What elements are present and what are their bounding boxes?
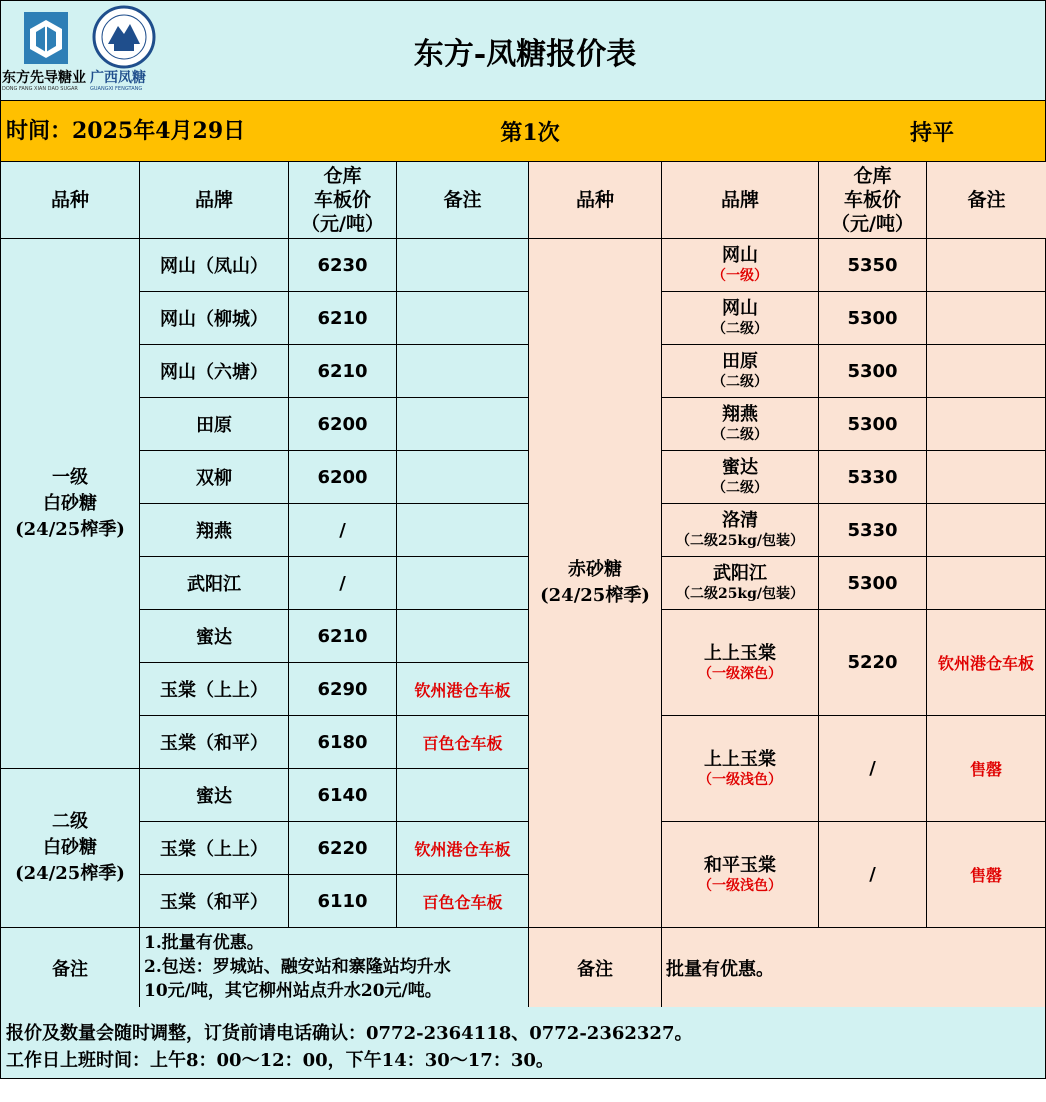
right-brand-cell [661, 556, 819, 610]
header-left-brand [139, 161, 289, 239]
round-label: 第1次 [500, 119, 560, 146]
group-raw-line: 赤砂糖 [568, 559, 622, 580]
right-price: 5300 [847, 413, 898, 435]
remarks-left-line: 10元/吨，其它柳州站点升水20元/吨。 [144, 981, 442, 1001]
right-price: 5350 [847, 254, 898, 276]
header-price-l3: （元/吨） [831, 213, 914, 235]
header-remark-label: 备注 [443, 189, 482, 211]
left-brand-cell [139, 768, 289, 822]
right-price-cell [818, 821, 927, 928]
right-price-cell [818, 609, 927, 716]
group-grade2-line: 白砂糖 [43, 837, 97, 858]
header-remark-label: 备注 [967, 189, 1006, 211]
right-brand-cell [661, 821, 819, 928]
right-brand: 洛清 [722, 510, 758, 531]
fengtang-seal-icon [90, 4, 158, 70]
left-note-cell [396, 874, 529, 928]
left-price-cell [288, 450, 397, 504]
right-note-cell [926, 238, 1046, 292]
logo-dongfang [2, 8, 90, 96]
remarks-left-label-text: 备注 [52, 958, 88, 980]
left-price-cell [288, 715, 397, 769]
left-brand: 蜜达 [196, 627, 232, 648]
header-right-remark [926, 161, 1046, 239]
header-left-variety [0, 161, 140, 239]
left-price: 6220 [317, 837, 368, 859]
left-price: 6210 [317, 625, 368, 647]
left-note-cell [396, 450, 529, 504]
dongfang-logo-icon [2, 8, 90, 70]
right-note-cell [926, 397, 1046, 451]
left-brand-cell [139, 344, 289, 398]
left-price-cell [288, 821, 397, 875]
left-note: 百色仓车板 [422, 733, 503, 753]
left-brand: 玉棠（上上） [160, 680, 268, 701]
footer-line-2: 工作日上班时间：上午8：00～12：00，下午14：30～17：30。 [6, 1050, 554, 1071]
left-note-cell [396, 715, 529, 769]
right-price: 5300 [847, 360, 898, 382]
right-brand-cell [661, 450, 819, 504]
left-price: 6140 [317, 784, 368, 806]
remarks-right-label [528, 927, 662, 1008]
left-price-cell [288, 291, 397, 345]
header-variety-label: 品种 [575, 189, 614, 211]
left-price-cell [288, 238, 397, 292]
page-title: 东方-凤糖报价表 [413, 36, 637, 72]
left-brand: 武阳江 [187, 574, 241, 595]
right-brand-cell [661, 238, 819, 292]
left-note-cell [396, 503, 529, 557]
right-brand-cell [661, 291, 819, 345]
left-brand: 网山（柳城） [160, 309, 268, 330]
right-price-cell [818, 397, 927, 451]
left-brand-cell [139, 556, 289, 610]
left-brand-cell [139, 503, 289, 557]
left-brand-cell [139, 238, 289, 292]
right-brand-sub: （一级深色） [698, 665, 782, 682]
left-brand-cell [139, 450, 289, 504]
remarks-left-label [0, 927, 140, 1008]
right-note-cell [926, 609, 1046, 716]
left-note-cell [396, 291, 529, 345]
remarks-left-line: 2.包送：罗城站、融安站和寨隆站均升水 [144, 957, 451, 977]
logo-left-cn: 东方先导糖业 [2, 70, 86, 86]
left-brand: 玉棠（和平） [160, 892, 268, 913]
right-brand: 田原 [722, 351, 758, 372]
logo-fengtang [90, 4, 160, 96]
right-brand: 网山 [722, 298, 758, 319]
trend-label: 持平 [909, 119, 954, 146]
left-price: / [339, 519, 346, 541]
left-brand: 翔燕 [196, 521, 232, 542]
left-brand-cell [139, 715, 289, 769]
left-price-cell [288, 397, 397, 451]
logo-right-en: GUANGXI FENGTANG [90, 86, 143, 92]
left-brand: 网山（凤山） [160, 256, 268, 277]
remarks-right-label-text: 备注 [577, 958, 613, 980]
right-price-cell [818, 291, 927, 345]
header-right-price [818, 161, 927, 239]
left-brand-cell [139, 397, 289, 451]
left-brand-cell [139, 291, 289, 345]
right-brand-cell [661, 715, 819, 822]
left-brand: 双柳 [196, 468, 232, 489]
right-note: 售罄 [969, 760, 1002, 779]
left-price-cell [288, 609, 397, 663]
right-brand: 上上玉棠 [704, 748, 776, 770]
right-brand: 网山 [722, 245, 758, 266]
left-brand-cell [139, 821, 289, 875]
right-brand-cell [661, 344, 819, 398]
right-price-cell [818, 715, 927, 822]
left-price: 6200 [317, 466, 368, 488]
right-note-cell [926, 715, 1046, 822]
left-note-cell [396, 768, 529, 822]
header-variety-label: 品种 [50, 189, 89, 211]
header-price-l2: 车板价 [843, 189, 901, 211]
header-brand-label: 品牌 [194, 189, 233, 211]
group-grade1-line: 一级 [52, 466, 88, 488]
left-price: 6210 [317, 360, 368, 382]
date-label: 时间：2025年4月29日 [6, 118, 246, 144]
header-price-l1: 仓库 [853, 165, 892, 187]
right-group-raw-sugar [528, 238, 662, 928]
right-brand-sub: （二级） [712, 427, 768, 443]
right-brand: 和平玉棠 [704, 854, 776, 876]
right-brand-sub: （二级） [712, 321, 768, 337]
left-price: 6180 [317, 731, 368, 753]
right-price: 5300 [847, 307, 898, 329]
remarks-right-text [661, 927, 1046, 1008]
left-price-cell [288, 874, 397, 928]
left-note-cell [396, 556, 529, 610]
header-price-l3: （元/吨） [301, 213, 384, 235]
left-note: 钦州港仓车板 [414, 680, 511, 700]
left-price-cell [288, 662, 397, 716]
right-price: 5300 [847, 572, 898, 594]
left-price: 6230 [317, 254, 368, 276]
right-price-cell [818, 503, 927, 557]
left-brand-cell [139, 609, 289, 663]
remarks-left-line: 1.批量有优惠。 [144, 933, 264, 953]
header-left-remark [396, 161, 529, 239]
right-price: 5220 [847, 652, 898, 673]
left-brand: 玉棠（和平） [160, 733, 268, 754]
left-note: 百色仓车板 [422, 892, 503, 912]
left-price-cell [288, 344, 397, 398]
left-price: 6200 [317, 413, 368, 435]
right-note-cell [926, 821, 1046, 928]
right-note: 钦州港仓车板 [937, 654, 1034, 673]
right-price-cell [818, 344, 927, 398]
right-note-cell [926, 450, 1046, 504]
right-brand: 翔燕 [722, 404, 758, 425]
left-note-cell [396, 609, 529, 663]
right-brand: 武阳江 [713, 563, 767, 584]
right-price: / [869, 758, 876, 779]
left-brand: 网山（六塘） [160, 362, 268, 383]
left-price-cell [288, 556, 397, 610]
remarks-left-text [139, 927, 529, 1008]
right-price: / [869, 864, 876, 885]
right-note: 售罄 [969, 866, 1002, 885]
left-price: 6110 [317, 890, 368, 912]
right-brand-sub: （二级） [712, 374, 768, 390]
group-grade2-line: (24/25榨季) [15, 863, 125, 884]
right-price-cell [818, 238, 927, 292]
footer-line-1: 报价及数量会随时调整，订货前请电话确认：0772-2364118、0772-2362327。 [6, 1023, 693, 1044]
right-price: 5330 [847, 466, 898, 488]
right-price: 5330 [847, 519, 898, 541]
group-grade2-line: 二级 [52, 811, 88, 832]
left-price-cell [288, 768, 397, 822]
right-note-cell [926, 344, 1046, 398]
header-right-brand [661, 161, 819, 239]
logo-right-cn: 广西凤糖 [90, 70, 146, 86]
left-group-grade1 [0, 238, 140, 769]
left-note-cell [396, 344, 529, 398]
left-brand: 蜜达 [196, 786, 232, 807]
right-brand-cell [661, 397, 819, 451]
header-price-l2: 车板价 [313, 189, 371, 211]
left-price: 6210 [317, 307, 368, 329]
right-price-cell [818, 450, 927, 504]
right-brand-sub: （一级浅色） [698, 877, 782, 894]
group-raw-line: (24/25榨季) [540, 585, 650, 606]
header-left-price [288, 161, 397, 239]
left-note-cell [396, 238, 529, 292]
right-brand-sub: （二级25kg/包装） [675, 533, 805, 549]
left-brand-cell [139, 662, 289, 716]
right-price-cell [818, 556, 927, 610]
header-brand-label: 品牌 [720, 189, 759, 211]
right-brand-sub: （二级25kg/包装） [675, 586, 805, 602]
right-brand: 蜜达 [722, 457, 758, 478]
remarks-right-line: 批量有优惠。 [666, 958, 774, 980]
left-brand-cell [139, 874, 289, 928]
right-brand-cell [661, 503, 819, 557]
right-note-cell [926, 556, 1046, 610]
left-brand: 玉棠（上上） [160, 839, 268, 860]
left-price-cell [288, 503, 397, 557]
left-note-cell [396, 662, 529, 716]
header-right-variety [528, 161, 662, 239]
left-brand: 田原 [196, 415, 232, 436]
right-brand: 上上玉棠 [704, 642, 776, 664]
right-brand-sub: （一级） [712, 268, 768, 284]
left-note-cell [396, 397, 529, 451]
right-note-cell [926, 291, 1046, 345]
logo-left-en: DONG FANG XIAN DAO SUGAR [2, 86, 78, 92]
left-note: 钦州港仓车板 [414, 839, 511, 859]
left-price: 6290 [317, 678, 368, 700]
group-grade1-line: 白砂糖 [43, 492, 97, 514]
right-brand-sub: （一级浅色） [698, 771, 782, 788]
group-grade1-line: (24/25榨季) [15, 518, 125, 540]
right-brand-cell [661, 609, 819, 716]
left-price: / [339, 572, 346, 594]
right-note-cell [926, 503, 1046, 557]
left-note-cell [396, 821, 529, 875]
right-brand-sub: （二级） [712, 480, 768, 496]
left-group-grade2 [0, 768, 140, 928]
header-price-l1: 仓库 [323, 165, 362, 187]
